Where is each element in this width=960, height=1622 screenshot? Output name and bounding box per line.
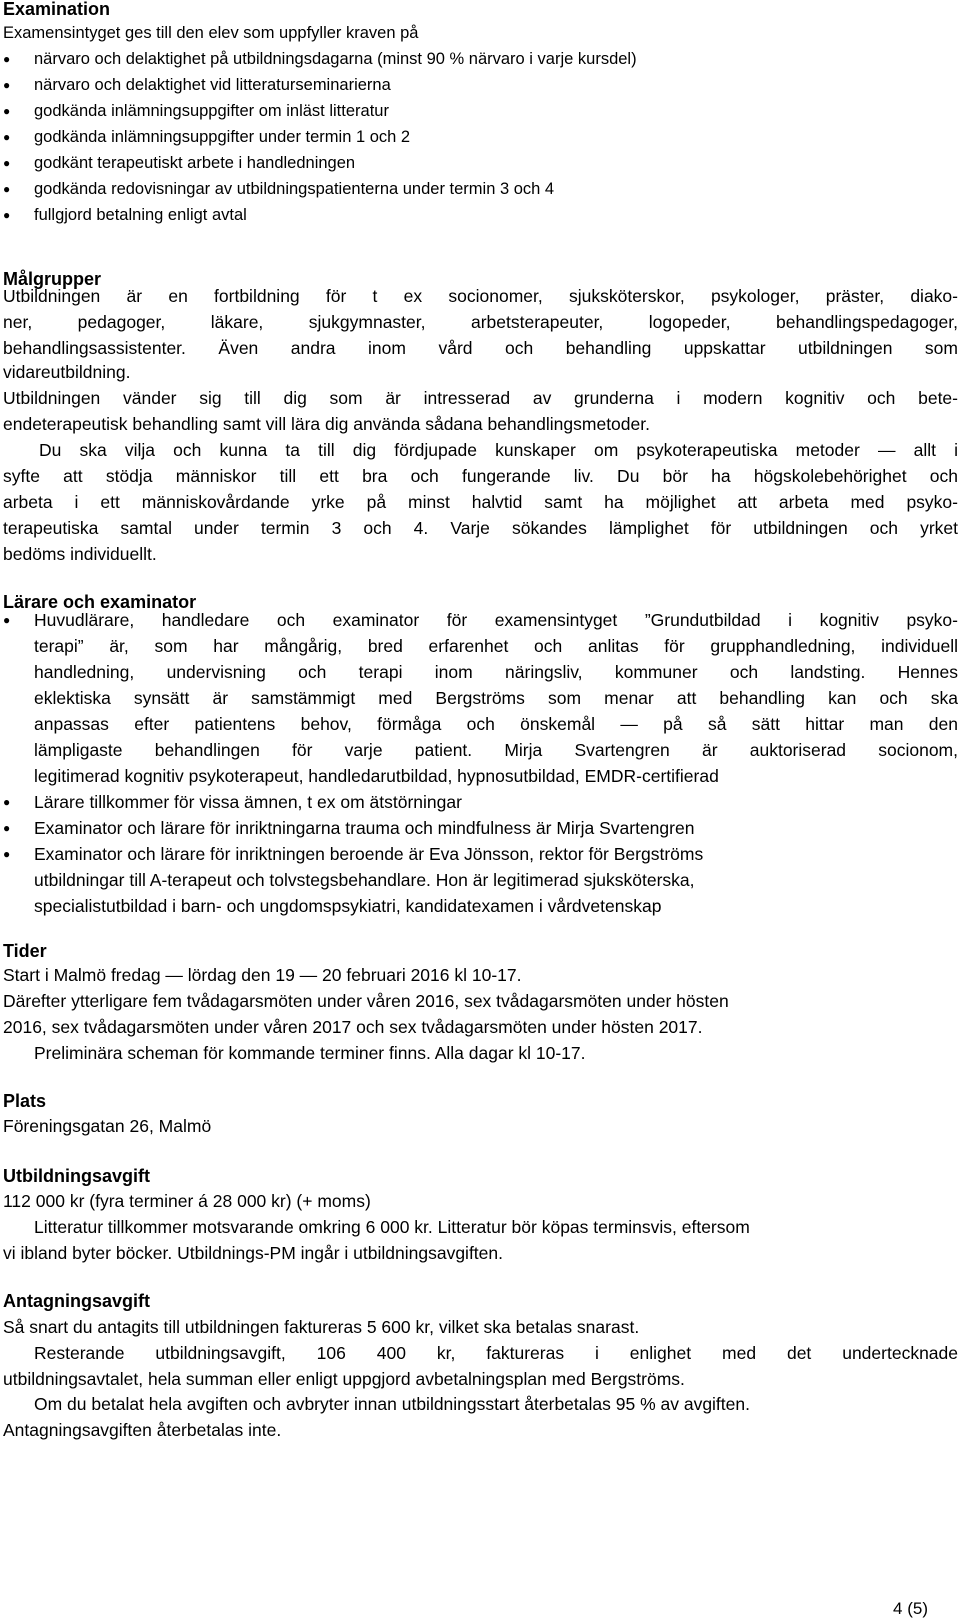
malgrupper-line: Utbildningen vänder sig till dig som är intresserad av grunderna i modern kognitiv och bete- [3, 388, 958, 408]
larare-item: lämpligaste behandlingen för varje patient. Mirja Svartengren är auktoriserad socionom, [34, 740, 958, 760]
malgrupper-line: bedöms individuellt. [3, 544, 157, 564]
larare-item: specialistutbildad i barn- och ungdomspsykiatri, kandidatexamen i vårdvetenskap [34, 896, 662, 916]
malgrupper-line: ner, pedagoger, läkare, sjukgymnaster, arbetsterapeuter, logopeder, behandlingspedagoger, [3, 312, 958, 332]
examination-item: godkända inlämningsuppgifter om inläst litteratur [34, 102, 389, 120]
larare-item: terapi” är, som har mångårig, bred erfarenhet och anlitas för grupphandledning, individuell [34, 636, 958, 656]
larare-item: utbildningar till A-terapeut och tolvstegsbehandlare. Hon är legitimerad sjuksköterska, [34, 870, 695, 890]
antagning-line: Så snart du antagits till utbildningen faktureras 5 600 kr, vilket ska betalas snarast. [3, 1317, 640, 1337]
malgrupper-line: Utbildningen är en fortbildning för t ex socionomer, sjuksköterskor, psykologer, präster, diako- [3, 286, 958, 306]
larare-item: Huvudlärare, handledare och examinator för examensintyget ”Grundutbildad i kognitiv psyko- [34, 610, 958, 630]
larare-item: handledning, undervisning och terapi inom näringsliv, kommuner och landsting. Hennes [34, 662, 958, 682]
plats-heading: Plats [3, 1091, 47, 1111]
larare-item: Lärare tillkommer för vissa ämnen, t ex om ätstörningar [34, 792, 462, 812]
tider-line: 2016, sex tvådagarsmöten under våren 2017 och sex tvådagarsmöten under hösten 2017. [3, 1017, 703, 1037]
examination-item: närvaro och delaktighet vid litteraturseminarierna [34, 76, 391, 94]
antagning-line: Antagningsavgiften återbetalas inte. [3, 1420, 282, 1440]
bullet-icon: ● [3, 208, 11, 222]
examination-item: närvaro och delaktighet på utbildningsdagarna (minst 90 % närvaro i varje kursdel) [34, 50, 637, 68]
larare-item: Examinator och lärare för inriktningen beroende är Eva Jönsson, rektor för Bergströms [34, 844, 704, 864]
avgift-line: Litteratur tillkommer motsvarande omkring 6 000 kr. Litteratur bör köpas terminsvis, eftersom [34, 1217, 750, 1237]
examination-heading: Examination [3, 0, 111, 19]
antagning-line: Om du betalat hela avgiften och avbryter innan utbildningsstart återbetalas 95 % av avgiften. [34, 1394, 750, 1414]
examination-item: godkända inlämningsuppgifter under termin 1 och 2 [34, 128, 411, 146]
examination-intro: Examensintyget ges till den elev som uppfyller kraven på [3, 24, 419, 42]
bullet-icon: ● [3, 847, 11, 861]
malgrupper-line: syfte att stödja människor till ett bra och fungerande liv. Du bör ha högskolebehörighet och [3, 466, 958, 486]
bullet-icon: ● [3, 821, 11, 835]
malgrupper-line: Du ska vilja och kunna ta till dig fördjupade kunskaper om psykoterapeutiska metoder — allt i [39, 440, 958, 460]
malgrupper-line: behandlingsassistenter. Även andra inom vård och behandling uppskattar utbildningen som [3, 338, 958, 358]
plats-address: Föreningsgatan 26, Malmö [3, 1116, 212, 1136]
bullet-icon: ● [3, 613, 11, 627]
antagning-line: utbildningsavtalet, hela summan eller enligt uppgjord avbetalningsplan med Bergströms. [3, 1369, 685, 1389]
larare-item: eklektiska synsätt är samstämmigt med Bergströms som menar att behandling kan och ska [34, 688, 958, 708]
malgrupper-line: arbeta i ett människovårdande yrke på minst halvtid samt ha möjlighet att arbeta med psyko- [3, 492, 958, 512]
larare-item: anpassas efter patientens behov, förmåga och önskemål — på så sätt hittar man den [34, 714, 958, 734]
avgift-heading: Utbildningsavgift [3, 1166, 150, 1186]
tider-line: Därefter ytterligare fem tvådagarsmöten under våren 2016, sex tvådagarsmöten under hösten [3, 991, 729, 1011]
bullet-icon: ● [3, 52, 11, 66]
examination-item: godkänt terapeutiskt arbete i handledningen [34, 154, 356, 172]
bullet-icon: ● [3, 182, 11, 196]
tider-line: Preliminära scheman för kommande terminer finns. Alla dagar kl 10-17. [34, 1043, 586, 1063]
antagning-heading: Antagningsavgift [3, 1291, 150, 1311]
antagning-line: Resterande utbildningsavgift, 106 400 kr, faktureras i enlighet med det undertecknade [34, 1343, 958, 1363]
malgrupper-line: terapeutiska samtal under termin 3 och 4. Varje sökandes lämplighet för utbildningen och yrket [3, 518, 958, 538]
avgift-line: 112 000 kr (fyra terminer á 28 000 kr) (+ moms) [3, 1191, 371, 1211]
malgrupper-line: vidareutbildning. [3, 362, 131, 382]
avgift-line: vi ibland byter böcker. Utbildnings-PM ingår i utbildningsavgiften. [3, 1243, 503, 1263]
larare-item: legitimerad kognitiv psykoterapeut, handledarutbildad, hypnosutbildad, EMDR-certifierad [34, 766, 719, 786]
bullet-icon: ● [3, 795, 11, 809]
bullet-icon: ● [3, 78, 11, 92]
examination-item: godkända redovisningar av utbildningspatienterna under termin 3 och 4 [34, 180, 555, 198]
page-number: 4 (5) [893, 1599, 928, 1618]
tider-heading: Tider [3, 941, 47, 961]
bullet-icon: ● [3, 104, 11, 118]
tider-line: Start i Malmö fredag — lördag den 19 — 20 februari 2016 kl 10-17. [3, 965, 522, 985]
malgrupper-heading: Målgrupper [3, 269, 102, 289]
larare-heading: Lärare och examinator [3, 592, 197, 612]
bullet-icon: ● [3, 130, 11, 144]
larare-item: Examinator och lärare för inriktningarna trauma och mindfulness är Mirja Svartengren [34, 818, 695, 838]
malgrupper-line: endeterapeutisk behandling samt vill lära dig använda sådana behandlingsmetoder. [3, 414, 650, 434]
bullet-icon: ● [3, 156, 11, 170]
examination-item: fullgjord betalning enligt avtal [34, 206, 247, 224]
